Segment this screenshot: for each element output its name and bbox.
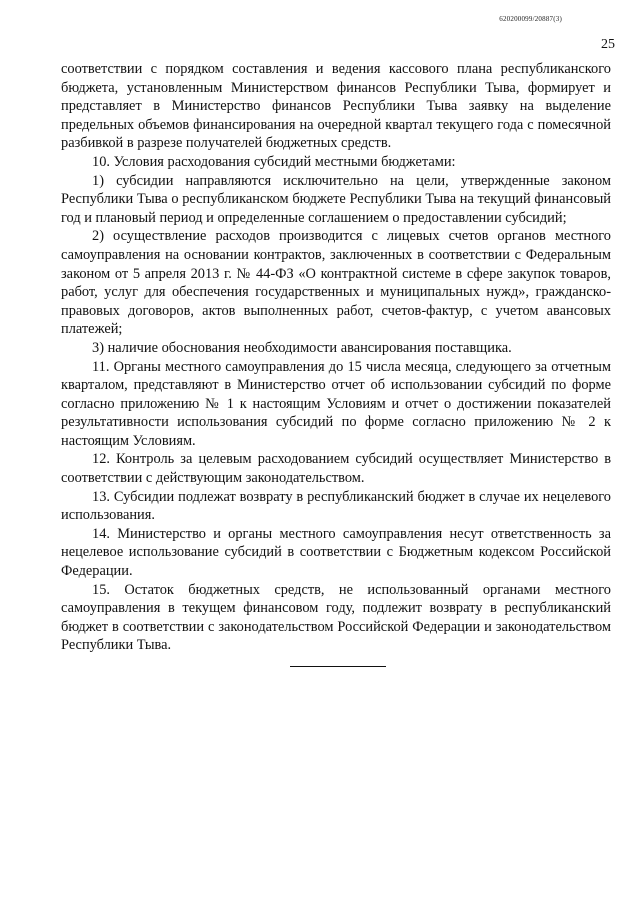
paragraph-item-15: 15. Остаток бюджетных средств, не использованный органами местного самоуправления в текущем финансовом году, подлежит возврату в республиканский бюджет в соответствии с законодательством Российской Федерации и законодательством Республики Тыва. (61, 581, 611, 654)
paragraph-item-11: 11. Органы местного самоуправления до 15 числа месяца, следующего за отчетным кварталом, представляют в Министерство отчет об использовании субсидий по форме согласно приложению № 1 к настоящим Условиям и отчет о достижении показателей результативности использования субсидий по форме согласно приложению № 2 к настоящим Условиям. (61, 358, 611, 449)
paragraph-subitem-2: 2) осуществление расходов производится с лицевых счетов органов местного самоуправления на основании контрактов, заключенных в соответствии с Федеральным законом от 5 апреля 2013 г. № 44-ФЗ «О контрактной системе в сфере закупок товаров, работ, услуг для обеспечения государственных и муниципальных нужд», гражданско-правовых договоров, актов выполненных работ, счетов-фактур, с учетом авансовых платежей; (61, 228, 611, 338)
paragraph-subitem-1: 1) субсидии направляются исключительно на цели, утвержденные законом Республики Тыва о республиканском бюджете Республики Тыва на текущий финансовый год и плановый период и определенные соглашением о предоставлении субсидий; (61, 172, 611, 226)
paragraph-item-12: 12. Контроль за целевым расходованием субсидий осуществляет Министерство в соответствии с действующим законодательством. (61, 451, 611, 487)
paragraph-item-13: 13. Субсидии подлежат возврату в республиканский бюджет в случае их нецелевого использования. (61, 488, 611, 524)
paragraph-item-14: 14. Министерство и органы местного самоуправления несут ответственность за нецелевое использование субсидий в соответствии с Бюджетным кодексом Российской Федерации. (61, 525, 611, 580)
end-of-document-rule (290, 666, 386, 667)
paragraph-item-10: 10. Условия расходования субсидий местными бюджетами: (92, 153, 456, 170)
page-number: 25 (601, 37, 615, 52)
paragraph-continuation: соответствии с порядком составления и ведения кассового плана республиканского бюджета, установленным Министерством финансов Республики Тыва, формирует и представляет в Министерство финансов Республики Тыва заявку на выделение предельных объемов финансирования на очередной квартал текущего года с помесячной разбивкой в разрезе получателей бюджетных средств. (61, 61, 611, 152)
document-body (61, 60, 611, 655)
paragraph-subitem-3: 3) наличие обоснования необходимости авансирования поставщика. (92, 339, 512, 356)
document-code: 620200099/20887(3) (499, 15, 562, 23)
